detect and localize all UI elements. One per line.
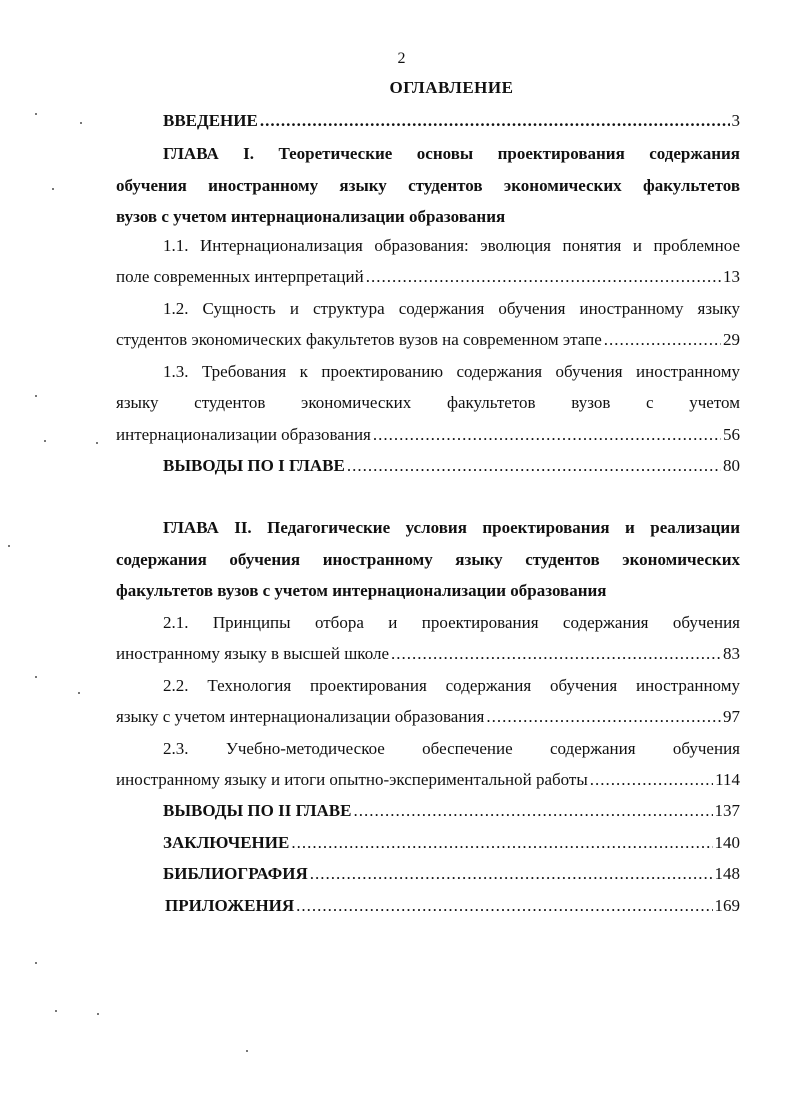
toc-page-number: 140: [714, 833, 740, 852]
toc-entry-2-3-line1[interactable]: 2.3. Учебно-методическое обеспечение содержания обучения: [163, 739, 740, 758]
dot-leader: [310, 863, 713, 885]
scan-speck: [246, 1050, 248, 1052]
chapter2-heading-line2[interactable]: содержания обучения иностранному языку студентов экономических: [116, 550, 740, 569]
toc-page-number: 13: [723, 267, 740, 286]
dot-leader: [260, 110, 730, 132]
dot-leader: [291, 832, 712, 854]
dot-leader: [347, 455, 721, 477]
chapter2-heading-line1[interactable]: ГЛАВА II. Педагогические условия проектирования и реализации: [163, 518, 740, 537]
toc-entry-appendices[interactable]: [165, 895, 740, 917]
toc-entry-1-3[interactable]: [116, 424, 740, 446]
toc-entry-conclusions-2[interactable]: [163, 800, 740, 822]
scan-speck: [97, 1013, 99, 1015]
toc-entry-2-3[interactable]: [116, 769, 740, 791]
toc-entry-label: ЗАКЛЮЧЕНИЕ: [163, 833, 290, 852]
toc-entry-label: языку с учетом интернационализации образования: [116, 707, 485, 726]
toc-entry-label: иностранному языку в высшей школе: [116, 644, 389, 663]
toc-entry-label: ВЫВОДЫ ПО I ГЛАВЕ: [163, 456, 345, 475]
chapter1-heading-line2[interactable]: обучения иностранному языку студентов экономических факультетов: [116, 176, 740, 195]
toc-entry-label: иностранному языку и итоги опытно-экспериментальной работы: [116, 770, 588, 789]
scan-speck: [8, 545, 10, 547]
toc-page-number: 169: [714, 896, 740, 915]
toc-entry-2-2[interactable]: [116, 706, 740, 728]
chapter1-heading-line3[interactable]: вузов с учетом интернационализации образования: [116, 207, 506, 226]
toc-entry-1-3-line1[interactable]: 1.3. Требования к проектированию содержания обучения иностранному: [163, 362, 740, 381]
dot-leader: [353, 800, 712, 822]
chapter2-heading-line3[interactable]: факультетов вузов с учетом интернационализации образования: [116, 581, 607, 600]
scan-speck: [44, 440, 46, 442]
toc-entry-label: ПРИЛОЖЕНИЯ: [165, 896, 295, 915]
toc-entry-label: БИБЛИОГРАФИЯ: [163, 864, 308, 883]
scan-speck: [35, 676, 37, 678]
scan-speck: [35, 962, 37, 964]
toc-page-number: 29: [723, 330, 740, 349]
toc-entry-label: ВВЕДЕНИЕ: [163, 111, 258, 130]
toc-entry-1-3-line2[interactable]: языку студентов экономических факультетов вузов с учетом: [116, 393, 740, 412]
scan-speck: [52, 188, 54, 190]
dot-leader: [296, 895, 712, 917]
toc-entry-bibliography[interactable]: [163, 863, 740, 885]
scan-speck: [55, 1010, 57, 1012]
scan-speck: [35, 113, 37, 115]
scan-speck: [78, 692, 80, 694]
toc-entry-1-1-line1[interactable]: 1.1. Интернационализация образования: эволюция понятия и проблемное: [163, 236, 740, 255]
toc-entry-1-2[interactable]: [116, 329, 740, 351]
dot-leader: [391, 643, 721, 665]
toc-entry-2-1-line1[interactable]: 2.1. Принципы отбора и проектирования содержания обучения: [163, 613, 740, 632]
toc-page-number: 56: [723, 425, 740, 444]
toc-page-number: 83: [723, 644, 740, 663]
dot-leader: [604, 329, 721, 351]
dot-leader: [373, 424, 721, 446]
toc-page-number: 97: [723, 707, 740, 726]
toc-page-number: 137: [714, 801, 740, 820]
toc-page-number: 3: [731, 111, 740, 130]
toc-entry-conclusions-1[interactable]: [163, 455, 740, 477]
toc-page-number: 114: [715, 770, 740, 789]
dot-leader: [590, 769, 713, 791]
toc-page-number: 148: [714, 864, 740, 883]
page-title: ОГЛАВЛЕНИЕ: [389, 78, 514, 97]
scan-speck: [96, 442, 98, 444]
toc-entry-1-1[interactable]: [116, 266, 740, 288]
toc-entry-intro[interactable]: [163, 110, 740, 132]
toc-entry-2-1[interactable]: [116, 643, 740, 665]
page-number: 2: [397, 50, 406, 67]
toc-entry-1-2-line1[interactable]: 1.2. Сущность и структура содержания обучения иностранному языку: [163, 299, 740, 318]
chapter1-heading-line1[interactable]: ГЛАВА I. Теоретические основы проектирования содержания: [163, 144, 740, 163]
toc-entry-label: студентов экономических факультетов вузов на современном этапе: [116, 330, 602, 349]
dot-leader: [366, 266, 721, 288]
toc-entry-label: ВЫВОДЫ ПО II ГЛАВЕ: [163, 801, 352, 820]
toc-entry-conclusion[interactable]: [163, 832, 740, 854]
toc-page-number: 80: [723, 456, 740, 475]
scan-speck: [35, 395, 37, 397]
dot-leader: [486, 706, 721, 728]
scan-speck: [80, 122, 82, 124]
toc-entry-label: интернационализации образования: [116, 425, 371, 444]
toc-entry-2-2-line1[interactable]: 2.2. Технология проектирования содержания обучения иностранному: [163, 676, 740, 695]
toc-entry-label: поле современных интерпретаций: [116, 267, 364, 286]
